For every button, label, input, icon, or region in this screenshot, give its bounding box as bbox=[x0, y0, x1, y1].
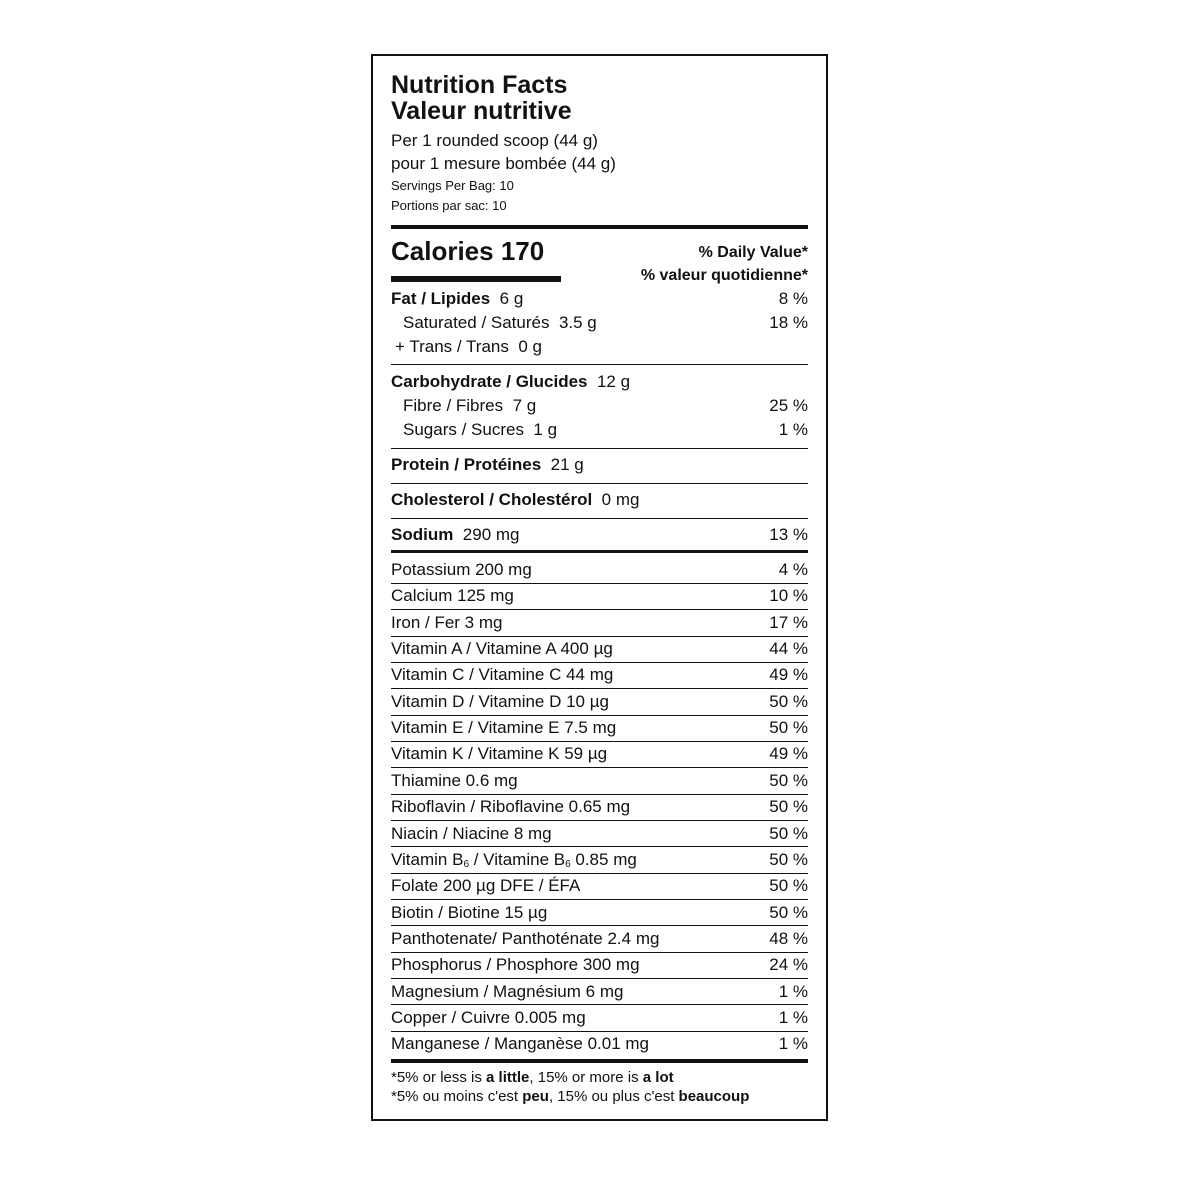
micronutrient-pct: 48 % bbox=[769, 928, 808, 948]
micronutrient-name: Vitamin K / Vitamine K 59 µg bbox=[391, 744, 608, 764]
saturated-label: Saturated / Saturés bbox=[403, 313, 550, 332]
title-en: Nutrition Facts bbox=[391, 71, 568, 99]
micronutrient-pct: 49 % bbox=[769, 665, 808, 685]
micronutrient-row bbox=[391, 822, 808, 846]
micronutrient-pct: 44 % bbox=[769, 639, 808, 659]
micronutrient-name: Vitamin E / Vitamine E 7.5 mg bbox=[391, 718, 617, 738]
sodium-row bbox=[391, 523, 808, 547]
daily-value-header-en: % Daily Value* bbox=[698, 244, 808, 261]
fibre-pct: 25 % bbox=[769, 396, 808, 415]
micronutrient-pct: 50 % bbox=[769, 823, 808, 843]
micronutrient-row bbox=[391, 663, 808, 687]
micronutrient-row bbox=[391, 901, 808, 925]
micronutrient-pct: 49 % bbox=[769, 744, 808, 764]
micronutrient-row bbox=[391, 558, 808, 582]
micronutrient-row bbox=[391, 637, 808, 661]
footnote-en-bold-lot: a lot bbox=[642, 1069, 674, 1086]
fibre-row bbox=[391, 394, 808, 418]
micronutrient-name: Vitamin A / Vitamine A 400 µg bbox=[391, 639, 613, 659]
sodium-label: Sodium bbox=[391, 525, 454, 544]
micronutrient-name: Potassium 200 mg bbox=[391, 560, 532, 579]
saturated-amount: 3.5 g bbox=[558, 313, 597, 332]
thick-rule bbox=[391, 225, 808, 229]
daily-value-header-fr: % valeur quotidienne* bbox=[640, 267, 808, 284]
fat-label: Fat / Lipides bbox=[391, 289, 491, 308]
micronutrient-pct: 50 % bbox=[769, 718, 808, 738]
micronutrient-name: Calcium 125 mg bbox=[391, 586, 514, 606]
micronutrient-name: Vitamin D / Vitamine D 10 µg bbox=[391, 691, 609, 711]
sodium-amount: 290 mg bbox=[462, 525, 520, 544]
saturated-pct: 18 % bbox=[769, 313, 808, 332]
footnote-en-text-mid: , 15% or more is bbox=[529, 1069, 643, 1086]
sodium-pct: 13 % bbox=[769, 525, 808, 544]
saturated-row bbox=[391, 311, 808, 335]
micronutrient-name: Copper / Cuivre 0.005 mg bbox=[391, 1007, 586, 1027]
micronutrient-row bbox=[391, 742, 808, 766]
micronutrient-name: Vitamin $B_6$ / Vitamine $B_6$ 0.85 mg bbox=[391, 849, 637, 870]
micronutrient-name: Biotin / Biotine 15 µg bbox=[391, 902, 548, 922]
micronutrient-name: Phosphorus / Phosphore 300 mg bbox=[391, 955, 640, 975]
micronutrient-row bbox=[391, 795, 808, 819]
micronutrient-pct: 17 % bbox=[769, 612, 808, 632]
micronutrient-pct: 4 % bbox=[778, 560, 808, 579]
carbohydrate-row bbox=[391, 370, 808, 394]
footnote-fr-text: *5% ou moins c'est bbox=[391, 1088, 523, 1105]
fat-row bbox=[391, 287, 808, 311]
sugars-pct: 1 % bbox=[778, 420, 808, 439]
micronutrient-name: Iron / Fer 3 mg bbox=[391, 612, 503, 632]
micronutrient-name: Vitamin C / Vitamine C 44 mg bbox=[391, 665, 614, 685]
protein-label: Protein / Protéines bbox=[391, 455, 542, 474]
sugars-label: Sugars / Sucres bbox=[403, 420, 524, 439]
micronutrient-pct: 10 % bbox=[769, 586, 808, 606]
micronutrient-name: Magnesium / Magnésium 6 mg bbox=[391, 981, 624, 1001]
cholesterol-row bbox=[391, 488, 808, 512]
micronutrient-row bbox=[391, 611, 808, 635]
micronutrient-name: Thiamine 0.6 mg bbox=[391, 770, 518, 790]
micronutrient-row bbox=[391, 690, 808, 714]
bottom-thick-rule bbox=[391, 1059, 808, 1063]
trans-label: + Trans / Trans bbox=[395, 337, 509, 356]
footnote-fr-bold-peu: peu bbox=[522, 1088, 549, 1105]
fat-amount: 6 g bbox=[499, 289, 524, 308]
servings-per-bag-en: Servings Per Bag: 10 bbox=[391, 178, 514, 193]
micronutrient-pct: 1 % bbox=[778, 1007, 808, 1027]
micronutrient-row bbox=[391, 874, 808, 898]
sodium-thick-rule bbox=[391, 550, 808, 553]
divider bbox=[391, 364, 808, 365]
micronutrient-name: Folate 200 µg DFE / ÉFA bbox=[391, 876, 581, 896]
footnote-fr bbox=[391, 1087, 749, 1106]
micronutrient-name: Panthotenate/ Panthoténate 2.4 mg bbox=[391, 928, 660, 948]
divider bbox=[391, 448, 808, 449]
micronutrient-pct: 1 % bbox=[778, 981, 808, 1001]
divider bbox=[391, 483, 808, 484]
micronutrient-pct: 50 % bbox=[769, 797, 808, 817]
micronutrient-row bbox=[391, 953, 808, 977]
micronutrient-pct: 50 % bbox=[769, 876, 808, 896]
trans-amount: 0 g bbox=[518, 337, 542, 356]
micronutrient-name: Niacin / Niacine 8 mg bbox=[391, 823, 552, 843]
calories-rule bbox=[391, 276, 561, 282]
title-fr: Valeur nutritive bbox=[391, 97, 572, 125]
micronutrient-row bbox=[391, 716, 808, 740]
micronutrient-row bbox=[391, 1032, 808, 1056]
micronutrient-row bbox=[391, 769, 808, 793]
serving-size-fr: pour 1 mesure bombée (44 g) bbox=[391, 154, 616, 173]
calories: Calories 170 bbox=[391, 236, 545, 266]
protein-amount: 21 g bbox=[550, 455, 584, 474]
trans-row bbox=[391, 335, 808, 359]
micronutrient-pct: 50 % bbox=[769, 691, 808, 711]
carbohydrate-label: Carbohydrate / Glucides bbox=[391, 372, 588, 391]
cholesterol-label: Cholesterol / Cholestérol bbox=[391, 490, 593, 509]
micronutrient-pct: 50 % bbox=[769, 902, 808, 922]
cholesterol-amount: 0 mg bbox=[601, 490, 640, 509]
footnote-fr-bold-beaucoup: beaucoup bbox=[678, 1088, 750, 1105]
carbohydrate-amount: 12 g bbox=[596, 372, 631, 391]
fibre-amount: 7 g bbox=[512, 396, 537, 415]
fat-pct: 8 % bbox=[778, 289, 808, 308]
micronutrient-row bbox=[391, 1006, 808, 1030]
servings-per-bag-fr: Portions par sac: 10 bbox=[391, 198, 507, 213]
serving-size-en: Per 1 rounded scoop (44 g) bbox=[391, 131, 598, 150]
divider bbox=[391, 518, 808, 519]
sugars-amount: 1 g bbox=[533, 420, 558, 439]
micronutrient-pct: 50 % bbox=[769, 770, 808, 790]
micronutrient-row bbox=[391, 584, 808, 608]
sugars-row bbox=[391, 418, 808, 442]
footnote-fr-text-mid: , 15% ou plus c'est bbox=[548, 1088, 679, 1105]
micronutrient-pct: 24 % bbox=[769, 955, 808, 975]
micronutrient-row bbox=[391, 980, 808, 1004]
micronutrient-pct: 1 % bbox=[778, 1034, 808, 1054]
footnote-en-text: *5% or less is bbox=[391, 1069, 487, 1086]
nutrition-facts-label bbox=[371, 54, 828, 1121]
footnote-en-bold-little: a little bbox=[486, 1069, 530, 1086]
micronutrient-row bbox=[391, 848, 808, 872]
micronutrient-name: Riboflavin / Riboflavine 0.65 mg bbox=[391, 797, 631, 817]
micronutrient-row bbox=[391, 927, 808, 951]
footnote-en bbox=[391, 1068, 674, 1087]
micronutrient-pct: 50 % bbox=[769, 849, 808, 869]
micronutrient-name: Manganese / Manganèse 0.01 mg bbox=[391, 1034, 650, 1054]
fibre-label: Fibre / Fibres bbox=[403, 396, 504, 415]
protein-row bbox=[391, 453, 808, 477]
